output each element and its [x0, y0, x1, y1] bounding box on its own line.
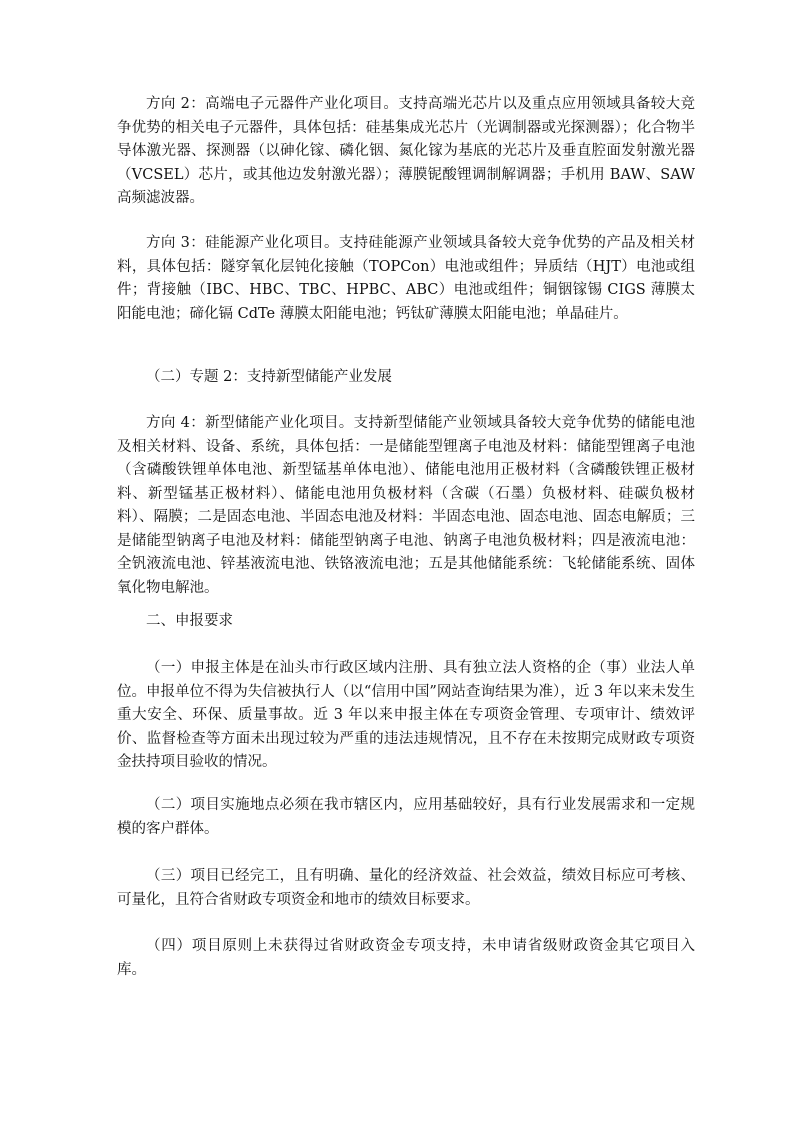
requirement-1: （一）申报主体是在汕头市行政区域内注册、具有独立法人资格的企（事）业法人单位。申报单位不得为失信被执行人（以“信用中国”网站查询结果为准），近 3 年以来未发生重大安全、环保、质量事故。近 3 年以来申报主体在专项资金管理、专项审计、绩效评价、监督检查等方面未出现过较为严重的违法违规情况，且不存在未按期完成财政专项资金扶持项目验收的情况。 — [117, 660, 695, 770]
requirement-4: （四）项目原则上未获得过省财政资金专项支持，未申请省级财政资金其它项目入库。 — [117, 938, 695, 978]
paragraph-direction-3: 方向 3：硅能源产业化项目。支持硅能源产业领域具备较大竞争优势的产品及相关材料，具体包括：隧穿氧化层钝化接触（TOPCon）电池或组件；异质结（HJT）电池或组件；背接触（IBC、HBC、TBC、HPBC、ABC）电池或组件；铜铟镓锡 CIGS 薄膜太阳能电池；碲化镉 CdTe 薄膜太阳能电池；钙钛矿薄膜太阳能电池；单晶硅片。 — [117, 235, 695, 322]
paragraph-direction-4: 方向 4：新型储能产业化项目。支持新型储能产业领域具备较大竞争优势的储能电池及相关材料、设备、系统，具体包括：一是储能型锂离子电池及材料：储能型锂离子电池（含磷酸铁锂单体电池、新型锰基单体电池）、储能电池用正极材料（含磷酸铁锂正极材料、新型锰基正极材料）、储能电池用负极材料（含碳（石墨）负极材料、硅碳负极材料）、隔膜；二是固态电池、半固态电池及材料：半固态电池、固态电池、固态电解质；三是储能型钠离子电池及材料：储能型钠离子电池、钠离子电池负极材料；四是液流电池：全钒液流电池、锌基液流电池、铁铬液流电池；五是其他储能系统：飞轮储能系统、固体氧化物电解池。 — [117, 415, 695, 596]
requirement-3: （三）项目已经完工，且有明确、量化的经济效益、社会效益，绩效目标应可考核、可量化，且符合省财政专项资金和地市的绩效目标要求。 — [117, 868, 695, 908]
topic-2-heading: （二）专题 2：支持新型储能产业发展 — [146, 369, 392, 385]
paragraph-direction-2: 方向 2：高端电子元器件产业化项目。支持高端光芯片以及重点应用领域具备较大竞争优势的相关电子元器件，具体包括：硅基集成光芯片（光调制器或光探测器）；化合物半导体激光器、探测器（以砷化镓、磷化铟、氮化镓为基底的光芯片及垂直腔面发射激光器（VCSEL）芯片，或其他边发射激光器）；薄膜铌酸锂调制解调器；手机用 BAW、SAW 高频滤波器。 — [117, 96, 695, 206]
requirement-2: （二）项目实施地点必须在我市辖区内，应用基础较好，具有行业发展需求和一定规模的客户群体。 — [117, 797, 695, 837]
section-2-heading: 二、申报要求 — [146, 613, 233, 629]
